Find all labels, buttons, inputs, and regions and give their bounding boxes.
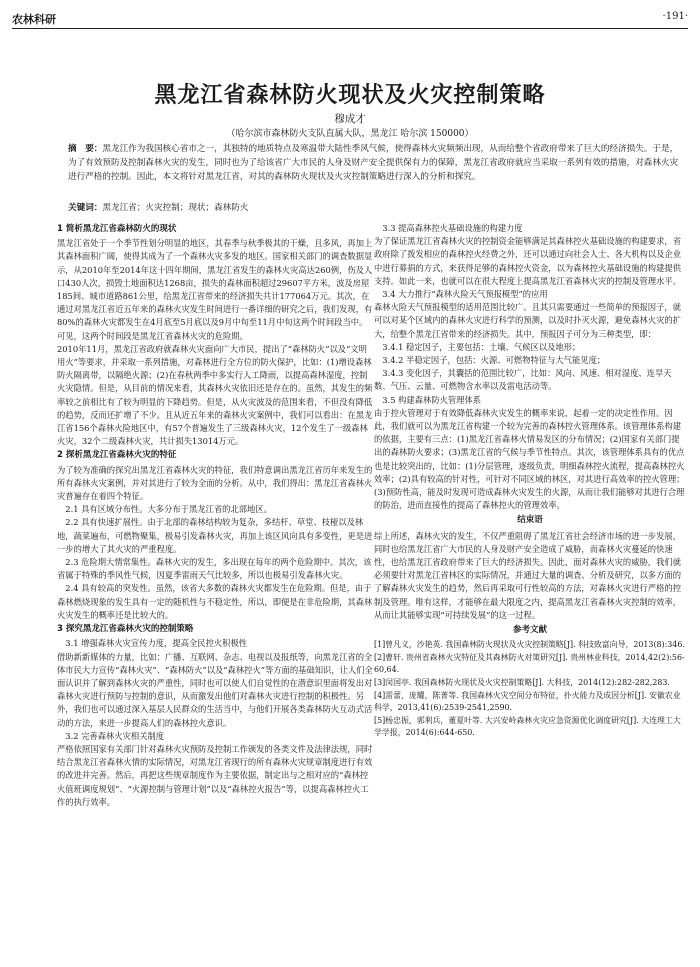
right-paragraph: 森林火险天气预报模型的适用范围比较广。且其只需要通过一些简单的预报因子，就可以对某个区域内的森林火灾进行科学的预测，以及时扑灭火源，避免森林火灾的扩大，给整个黑龙江省带来的经济损失。其中，预报因子可分为三种类型，即： xyxy=(374,302,681,339)
abstract xyxy=(68,142,682,184)
abstract-label: 摘 要： xyxy=(68,144,103,154)
author: 穆成才 xyxy=(334,113,366,125)
left-paragraph: 2010年11月，黑龙江省政府就森林火灾面向广大市民，提出了“森林防火”以及“文明用火”等要求，并采取一系列措施，对森林进行全方位的防火保护，比如：(1)增设森林防火隔离带，以隔绝火源；(2)在春秋两季中多实行人工降雨，以提高森林湿度，控制火灾隐情。但是，从目前的情况来看，其森林火灾依旧还是存在的。虽然，其发生的频率较之前相比有了较为明显的下降趋势。但是，从火灾波及的范围来看，不但没有降低的趋势，反而还扩增了不少。且从近五年来的森林火灾案例中，我们可以看出：在黑龙江省156个森林火险地区中，有57个普遍发生了三级森林火灾，12个发生了一级森林火灾，32个二级森林火灾，共计损失13014万元。 xyxy=(57,343,373,447)
keywords-label: 关键词： xyxy=(68,203,103,213)
left-paragraph: 黑龙江省处于一个季节性划分明显的地区，其春季与秋季极其的干燥，且多风，再加上其森林面积广阔，使得其成为了一个森林火灾多发的地区。国家相关部门的调查数据显示，从2010年至2014年这十四年期间，黑龙江省发生的森林火灾高达260例，伤及人口430人次，损毁土地面积达1268亩，损失的森林面积超过29607平方米，波及房屋185间、城市道路861公里，给黑龙江省带来的经济损失共计177064万元。其次，在通过对黑龙江省近五年来的森林火灾发生时间进行一番详细的研究之后，我们发现，有80%的森林火灾都发生在4月底至5月底以及9月中旬至11月中旬这两个时间段当中。可见，这两个时间段是黑龙江省森林火灾的危险期。 xyxy=(57,238,373,341)
right-reference-item: [5]杨忠振，郭利兵，董夏叶等. 大兴安岭森林火灾应急资源优化调度研究[J]. 大连理工大学学报，2014(6):644-650. xyxy=(374,715,681,738)
left-paragraph: 严格依照国家有关部门针对森林火灾预防及控制工作颁发的各类文件及法律法规，同时结合黑龙江省森林火情的实际情况，对黑龙江省现行的所有森林火灾规章制度进行有效的改进并完善。然后，再把这些规章制度作为主要依据，制定出与之相对应的“森林控火值班调度规划”、“火源控制与管理计划”以及“森林控火报告”等，以提高森林控火工作的执行效率。 xyxy=(57,743,373,807)
right-subsection-heading: 3.5 构建森林防火管理体系 xyxy=(382,394,482,405)
left-paragraph: 借助新新媒体的力量，比如：广播、互联网、杂志、电视以及报纸等，向黑龙江省的全体市民大力宣传“森林火灾”、“森林防火”以及“森林控火”等方面的基础知识，让人们全面认识并了解到森林火灾的严重性，同时也可以使人们自觉性的在潜意识里面将发出对森林火灾进行预防与控制的意识，从而激发出他们对森林火灾进行控制的积极性。另外，我们也可以通过深入基层人民群众的生活当中，与他们开展各类森林防火互动式活动的方法，来进一步提高人们的森林控火意识。 xyxy=(57,651,373,728)
left-subsection-heading: 2.1 具有区域分布性。大多分布于黑龙江省的北部地区。 xyxy=(65,504,272,515)
left-paragraph: 为了较为准确的探究出黑龙江省森林火灾的特征，我们特意调出黑龙江省历年来发生的所有森林火灾案例，并对其进行了较为全面的分析。从中，我们得出：黑龙江省森林火灾普遍存在着四个特征。 xyxy=(57,464,373,502)
left-subsection-heading: 3.1 增强森林火灾宣传力度，提高全民控火积极性 xyxy=(65,638,248,649)
right-paragraph: 由于控火管理对于有效降低森林火灾发生的概率来说，起着一定的决定性作用。因此，我们就可以为黑龙江省构建一个较为完善的森林控火管理体系。该管理体系构建的依据，主要有三点：(1)黑龙江省森林火情易发区的分布情况；(2)国家有关部门提出的森林防火要求；(3)黑龙江省的气候与季节性特点。其次，该管理体系具有的优点也是比较突出的，比如：(1)分层管理，逐级负责，明细森林控火流程，提高森林控火效率；(2)具有较高的针对性，可针对不同区域的林区，对其进行高效率的控火管理；(3)预防性高，能及时发现可造成森林火灾发生的火源，从而让我们能够对其进行合理的防治，进而直接性的提高了森林控火的管理效率。 xyxy=(374,407,685,511)
left-section-heading: 2 探析黑龙江省森林火灾的特征 xyxy=(57,450,177,461)
left-subsection-heading: 2.2 具有快速扩展性。由于北部的森林结构较为复杂，多结杆、草堂、枝桠以及林地，蔬菜遍布，可燃物聚集，极易引发森林火灾，再加上该区风向具有多变性，更是进一步的增大了其火灾的严重程度。 xyxy=(57,517,373,554)
affiliation: （哈尔滨市森林防火支队直属大队，黑龙江 哈尔滨 150000） xyxy=(226,129,474,139)
right-reference-item: [1]曾凡义，沙艳英. 我国森林防火现状及火灾控制策略[J]. 科技致富向导，2013(8):346. xyxy=(374,640,685,650)
right-subsection-heading: 3.4 大力推行“森林火险天气预报模型”的应用 xyxy=(382,289,548,300)
right-subsection-heading: 3.3 提高森林控火基础设施的构建力度 xyxy=(382,223,523,233)
left-section-heading: 1 简析黑龙江省森林防火的现状 xyxy=(57,224,177,234)
right-column xyxy=(374,222,686,740)
left-subsection-heading: 2.3 危险期大情常集性。森林火灾的发生，多出现在每年的两个危险期中。其次，该省属于特殊的季风性气候，因夏季雷雨天气比较多，所以也极易引发森林火灾。 xyxy=(57,557,372,581)
journal-name: 农林科研 xyxy=(12,13,56,26)
left-subsection-heading: 2.4 具有较高的突发性。虽然，该省大多数的森林火灾都发生在危险期。但是，由于森林燃烧现象的发生具有一定的随机性与不稳定性，所以，即便是在非危险期，其森林火灾发生的概率还是比较大的。 xyxy=(57,583,373,620)
running-header xyxy=(12,8,688,29)
right-paragraph: 综上所述，森林火灾的发生，不仅严重阻碍了黑龙江省社会经济市场的进一步发展，同时也给黑龙江省广大市民的人身及财产安全造成了威胁，而森林火灾蔓延的快速性，也给黑龙江省政府带来了巨大的经济损失。因此，面对森林火灾的威胁，我们就必须要针对黑龙江省林区的实际情况，并通过大量的调查、分析及研究，以多方面的了解森林火灾发生的趋势，然后再采取可行性较高的方法，对森林火灾进行严格的控制及管理。唯有这样，才能够在最大限度之内，提高黑龙江省森林火灾控制的效率，从而让其能够实现“可持续发展”的这一过程。 xyxy=(374,530,681,620)
left-section-heading: 3 探究黑龙江省森林火灾的控制策略 xyxy=(57,624,194,635)
left-subsection-heading: 3.2 完善森林火灾相关制度 xyxy=(65,730,165,741)
right-subsection-heading: 3.4.3 变化因子，其囊括的范围比较广，比如：风向、风速、相对湿度、连旱天数、气压、云量、可燃物含水率以及雷电活动等。 xyxy=(374,368,672,392)
keywords-text: 黑龙江省；火灾控制；现状；森林防火 xyxy=(102,203,249,213)
left-column xyxy=(57,222,375,809)
right-reference-item: [2]曹轩. 贵州省森林火灾特征及其森林防火对策研究[J]. 贵州林业科技，2014,42(2):56-60,64. xyxy=(374,652,685,675)
paper-title: 黑龙江省森林防火现状及火灾控制策略 xyxy=(154,83,546,108)
right-reference-item: [3]闵国亭. 我国森林防火现状及火灾控制策略[J]. 大科技，2014(12):282-282,283. xyxy=(374,678,670,688)
abstract-text: 黑龙江作为我国核心省市之一，其独特的地质特点及寒温带大陆性季风气候，使得森林火灾频频出现，从而给整个省政府带来了巨大的经济损失。于是，为了有效预防及控制森林火灾的发生，同时也为了给该省广大市民的人身及财产安全提供保有力的保障，黑龙江省政府就应当采取一系列有效的措施，对森林火灾进行严格的控制。因此，本文将针对黑龙江省，对其的森林防火现状及火灾控制策略进行深入的分析和探究。 xyxy=(68,144,679,182)
keywords xyxy=(68,201,682,213)
right-section-heading-centered: 参考文献 xyxy=(512,625,547,636)
right-paragraph: 为了保证黑龙江省森林火灾的控制资金能够满足其森林控火基础设施的构建要求，省政府除了拨发相应的森林控火经费之外，还可以通过向社会人士、各大机构以及企业中进行募捐的方式，来获得足够的森林控火资金，以为森林控火基础设施的构建提供支持。如此一来，也就可以在很大程度上提高黑龙江省森林火灾的控制及管理水平。 xyxy=(374,236,681,286)
right-subsection-heading: 3.4.2 半稳定因子，包括：火源、可燃物特征与大气能见度； xyxy=(382,355,606,366)
right-reference-item: [4]雷蕾，庞耀，陈菁等. 我国森林火灾空间分布特征，扑火能力及成因分析[J]. 安徽农业科学，2013,41(6):2539-2541,2590. xyxy=(374,690,681,713)
right-subsection-heading: 3.4.1 稳定因子，主要包括：土壤、气候区以及地形； xyxy=(382,341,581,352)
page-number: ·191· xyxy=(662,11,688,22)
right-section-heading-centered: 结束语 xyxy=(517,515,543,526)
